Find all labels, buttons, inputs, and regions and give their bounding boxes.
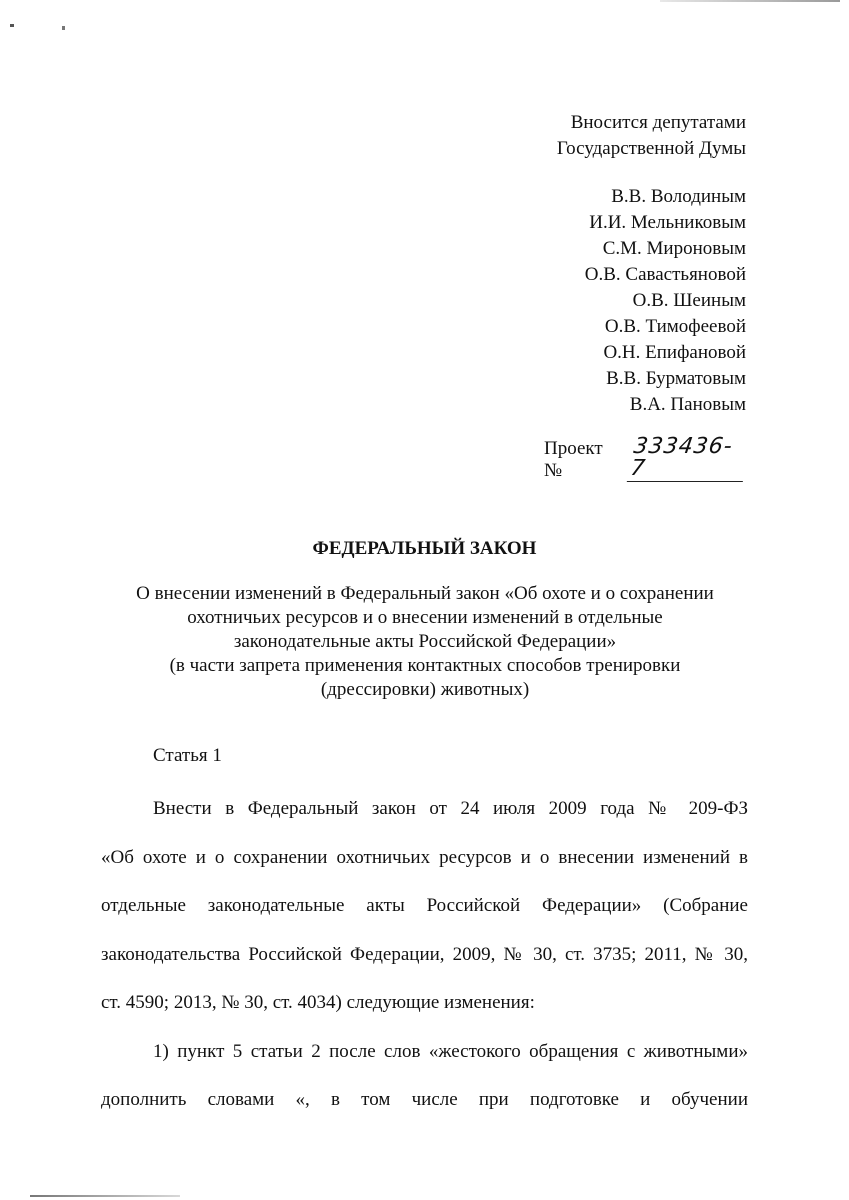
scan-speck [10, 24, 14, 27]
body-line: Внести в Федеральный закон от 24 июля 2009 года № 209-ФЗ [153, 798, 748, 819]
submitted-by-line: Вносится депутатами [570, 112, 746, 133]
deputy-name: В.В. Володиным [611, 186, 746, 207]
scan-edge-line-bottom [30, 1195, 180, 1197]
body-line: 1) пункт 5 статьи 2 после слов «жестокого обращения с животными» [153, 1040, 748, 1062]
submitted-by-heading [520, 110, 746, 162]
scan-edge-line-top [660, 0, 840, 2]
subtitle-line: (дрессировки) животных) [320, 679, 530, 700]
article-body [101, 785, 748, 1125]
deputy-name: И.И. Мельниковым [589, 212, 746, 233]
subtitle-line: охотничьих ресурсов и о внесении изменений в отдельные [187, 607, 663, 628]
project-number-line [544, 436, 746, 482]
document-subtitle [100, 582, 750, 702]
submitters-block [520, 110, 746, 418]
project-label: Проект № [544, 438, 603, 481]
deputy-name: В.В. Бурматовым [606, 368, 746, 389]
subtitle-line: законодательные акты Российской Федерации» [233, 631, 617, 652]
deputy-name: О.В. Тимофеевой [604, 316, 746, 337]
deputy-name: В.А. Пановым [629, 394, 746, 415]
scan-speck [62, 26, 65, 30]
subtitle-line: О внесении изменений в Федеральный закон «Об охоте и о сохранении [136, 583, 714, 604]
document-title: ФЕДЕРАЛЬНЫЙ ЗАКОН [312, 538, 537, 559]
deputy-name: О.В. Савастьяновой [584, 264, 746, 285]
body-line: законодательства Российской Федерации, 2009, № 30, ст. 3735; 2011, № 30, [101, 943, 748, 965]
article-heading: Статья 1 [153, 745, 222, 766]
body-line: отдельные законодательные акты Российской Федерации» (Собрание [101, 895, 748, 916]
body-line: «Об охоте и о сохранении охотничьих ресурсов и о внесении изменений в [101, 846, 748, 868]
subtitle-line: (в части запрета применения контактных способов тренировки [169, 655, 681, 676]
deputy-name: О.Н. Епифановой [603, 342, 746, 363]
submitted-by-line: Государственной Думы [556, 138, 746, 159]
deputy-name: С.М. Мироновым [602, 238, 746, 259]
body-line: ст. 4590; 2013, № 30, ст. 4034) следующие изменения: [101, 992, 535, 1013]
body-line: дополнить словами «, в том числе при подготовке и обучении [101, 1089, 748, 1110]
project-number-handwritten: 333436-7 [627, 436, 749, 482]
deputy-name: О.В. Шеиным [632, 290, 746, 311]
